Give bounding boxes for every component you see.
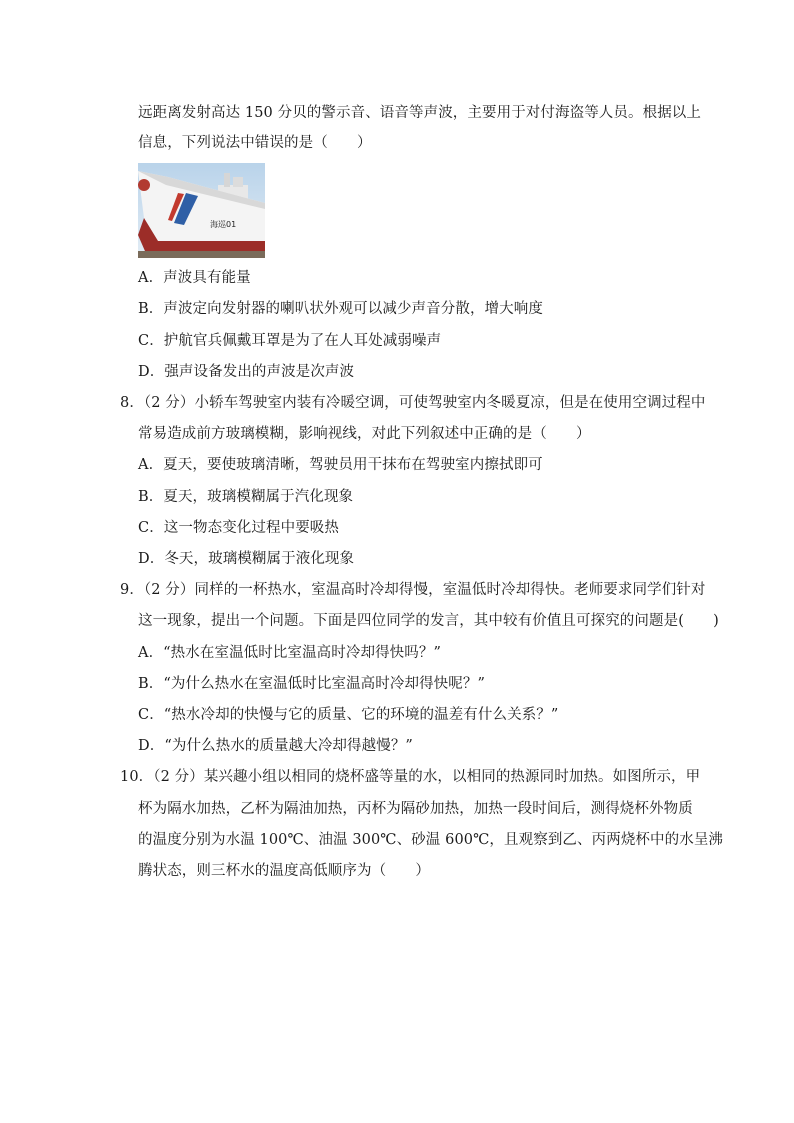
q9-option-a: A．“热水在室温低时比室温高时冷却得快吗？” — [138, 645, 441, 661]
ship-hull-text: 海巡01 — [210, 220, 237, 229]
q10-stem-line-1: 10．（2 分）某兴趣小组以相同的烧杯盛等量的水，以相同的热源同时加热。如图所示，甲 — [120, 769, 701, 785]
q8-stem-line-2: 常易造成前方玻璃模糊，影响视线，对此下列叙述中正确的是（ ） — [138, 426, 591, 442]
q10-stem-line-4: 腾状态，则三杯水的温度高低顺序为（ ） — [138, 863, 430, 879]
q8-option-d: D．冬天，玻璃模糊属于液化现象 — [138, 551, 355, 567]
q7-stem-line-1: 远距离发射高达 150 分贝的警示音、语音等声波，主要用于对付海盗等人员。根据以上 — [138, 105, 701, 121]
q9-stem-line-1: 9．（2 分）同样的一杯热水，室温高时冷却得慢，室温低时冷却得快。老师要求同学们针对 — [120, 582, 706, 598]
ship-photo — [138, 163, 265, 258]
q8-option-c: C．这一物态变化过程中要吸热 — [138, 520, 339, 536]
q10-stem-line-2: 杯为隔水加热，乙杯为隔油加热，丙杯为隔砂加热，加热一段时间后，测得烧杯外物质 — [138, 801, 693, 817]
q10-stem-line-3: 的温度分别为水温 100℃、油温 300℃、砂温 600℃，且观察到乙、丙两烧杯中的水呈沸 — [138, 832, 724, 848]
q7-option-a: A．声波具有能量 — [138, 270, 251, 286]
q9-option-b: B．“为什么热水在室温低时比室温高时冷却得快呢？” — [138, 676, 485, 692]
q9-stem-line-2: 这一现象，提出一个问题。下面是四位同学的发言，其中较有价值且可探究的问题是( ) — [138, 613, 719, 629]
q8-option-a: A．夏天，要使玻璃清晰，驾驶员用干抹布在驾驶室内擦拭即可 — [138, 457, 543, 473]
q9-option-d: D．“为什么热水的质量越大冷却得越慢？” — [138, 738, 413, 754]
q7-option-c: C．护航官兵佩戴耳罩是为了在人耳处减弱噪声 — [138, 333, 442, 349]
q8-stem-line-1: 8．（2 分）小轿车驾驶室内装有冷暖空调，可使驾驶室内冬暖夏凉，但是在使用空调过程中 — [120, 395, 706, 411]
q7-option-d: D．强声设备发出的声波是次声波 — [138, 364, 355, 380]
q9-option-c: C．“热水冷却的快慢与它的质量、它的环境的温差有什么关系？” — [138, 707, 559, 723]
q7-stem-line-2: 信息，下列说法中错误的是（ ） — [138, 135, 372, 151]
q8-option-b: B．夏天，玻璃模糊属于汽化现象 — [138, 489, 354, 505]
q7-option-b: B．声波定向发射器的喇叭状外观可以减少声音分散，增大响度 — [138, 301, 543, 317]
